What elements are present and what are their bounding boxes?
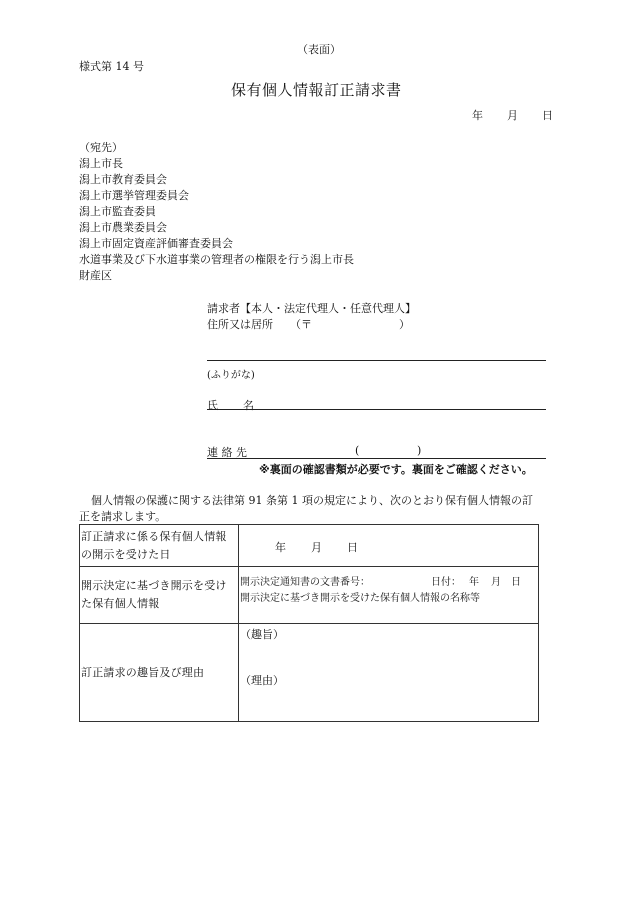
disclosure-date-label-cell — [80, 525, 239, 567]
date-year: 年 — [472, 109, 483, 122]
disclosed-info-label-line-1: 開示決定に基づき開示を受け — [81, 579, 227, 592]
form-number: 様式第 14 号 — [79, 60, 144, 73]
disclosure-date-label-line-1: 訂正請求に係る保有個人情報 — [81, 530, 227, 543]
disclosure-year: 年 — [275, 541, 286, 554]
date-month: 月 — [507, 109, 518, 122]
confirmation-notice: ※裏面の確認書類が必要です。裏面をご確認ください。 — [259, 463, 533, 476]
addressee-item: 潟上市固定資産評価審査委員会 — [79, 237, 233, 250]
addressee-item: 財産区 — [79, 269, 112, 282]
contact-label: 連 絡 先 — [207, 446, 247, 459]
intro-text-line-1: 個人情報の保護に関する法律第 91 条第 1 項の規定により、次のとおり保有個人情報の訂 — [91, 494, 533, 507]
table-row — [80, 567, 539, 624]
notice-date-label: 日付： — [431, 577, 461, 588]
addressee-item: 水道事業及び下水道事業の管理者の権限を行う潟上市長 — [79, 253, 354, 266]
purpose-label: （趣旨） — [240, 628, 284, 641]
addressee-item: 潟上市監査委員 — [79, 205, 156, 218]
contact-paren-close: ) — [417, 444, 422, 457]
furigana-label: (ふりがな) — [207, 370, 255, 381]
disclosure-date-label-line-2: の開示を受けた日 — [81, 548, 171, 561]
page-side-label: （表面） — [297, 43, 341, 56]
reason-sub-label: （理由） — [240, 674, 284, 687]
addressee-item: 潟上市教育委員会 — [79, 173, 167, 186]
address-label: 住所又は居所 — [207, 318, 273, 331]
disclosure-day: 日 — [347, 541, 358, 554]
postal-open: （〒 — [290, 318, 312, 331]
disclosure-date-cell[interactable] — [239, 525, 539, 567]
addressee-item: 潟上市農業委員会 — [79, 221, 167, 234]
table-row — [80, 525, 539, 567]
disclosed-info-cell[interactable] — [239, 567, 539, 624]
contact-paren-open: ( — [355, 444, 360, 457]
page-title: 保有個人情報訂正請求書 — [231, 81, 402, 99]
disclosed-info-label-line-2: た保有個人情報 — [81, 597, 160, 610]
disclosure-month: 月 — [311, 541, 322, 554]
disclosed-info-label-cell — [80, 567, 239, 624]
info-name-label: 開示決定に基づき開示を受けた保有個人情報の名称等 — [240, 593, 480, 604]
addressee-label: （宛先） — [79, 141, 123, 154]
intro-text-line-2: 正を請求します。 — [79, 510, 167, 523]
requester-role: 請求者【本人・法定代理人・任意代理人】 — [207, 302, 416, 315]
table-row — [80, 624, 539, 722]
date-day: 日 — [542, 109, 553, 122]
doc-number-label: 開示決定通知書の文書番号： — [240, 577, 370, 588]
notice-day: 日 — [511, 577, 521, 588]
addressee-item: 潟上市長 — [79, 157, 123, 170]
name-line[interactable] — [207, 409, 546, 410]
correction-request-table — [79, 524, 539, 722]
reason-cell[interactable] — [239, 624, 539, 722]
name-label-1: 氏 — [207, 399, 218, 412]
reason-label: 訂正請求の趣旨及び理由 — [81, 665, 205, 679]
address-line[interactable] — [207, 360, 546, 361]
notice-month: 月 — [491, 577, 501, 588]
name-label-2: 名 — [243, 399, 254, 412]
contact-line[interactable] — [207, 458, 546, 459]
addressee-item: 潟上市選挙管理委員会 — [79, 189, 189, 202]
notice-year: 年 — [469, 577, 479, 588]
reason-label-cell — [80, 624, 239, 722]
postal-close: ） — [399, 318, 410, 331]
